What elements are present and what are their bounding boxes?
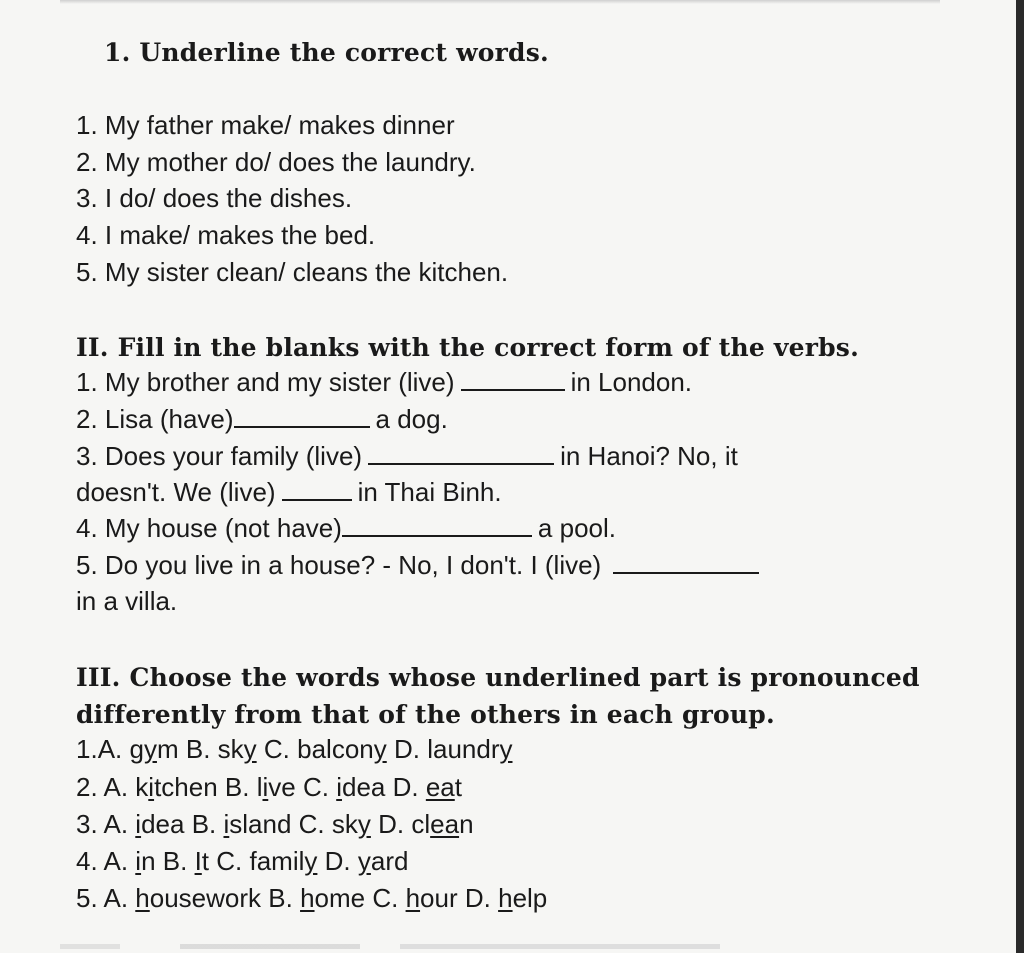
section1-item-1: 1. My father make/ makes dinner — [76, 110, 455, 140]
section1-title: 1. Underline the correct words. — [104, 38, 549, 67]
word-part: sk — [331, 809, 358, 839]
word-part: g — [129, 734, 144, 764]
option-b[interactable] — [184, 809, 291, 839]
q3-blank-1[interactable] — [368, 441, 554, 465]
q3-line2-after: in Thai Binh. — [357, 477, 502, 507]
underlined-part: h — [498, 883, 513, 913]
option-label: A. — [103, 772, 136, 802]
group-number: 5. — [76, 883, 98, 913]
q4-text-after: a pool. — [537, 513, 616, 543]
q3-blank-2[interactable] — [282, 477, 352, 501]
word-part: tchen — [154, 772, 218, 802]
option-label: A. — [103, 809, 136, 839]
section2-question-3 — [76, 441, 738, 472]
section2-question-5 — [76, 550, 765, 581]
page-bottom-smudge — [60, 944, 720, 949]
section2-question-2 — [76, 404, 448, 435]
word-part: m — [156, 734, 179, 764]
word-part: ve — [268, 772, 296, 802]
option-a[interactable] — [98, 883, 261, 913]
section2-question-3-cont — [76, 477, 502, 508]
underlined-part: y — [357, 846, 371, 876]
page-right-edge — [1016, 0, 1024, 953]
option-a[interactable] — [98, 846, 156, 876]
q3-text-after: in Hanoi? No, it — [560, 441, 738, 471]
section3-group-5 — [76, 883, 547, 914]
word-part: dea — [141, 809, 185, 839]
q1-blank[interactable] — [461, 367, 565, 391]
q1-text-before: 1. My brother and my sister (live) — [76, 367, 455, 397]
word-part: dea — [341, 772, 386, 802]
option-b[interactable] — [179, 734, 257, 764]
option-b[interactable] — [156, 846, 210, 876]
word-part: n — [141, 846, 156, 876]
section1-item-3: 3. I do/ does the dishes. — [76, 183, 353, 213]
section2-question-1 — [76, 367, 692, 398]
option-b[interactable] — [261, 883, 365, 913]
option-c[interactable] — [296, 772, 386, 802]
q4-blank[interactable] — [342, 513, 532, 537]
q3-text-before: 3. Does your family (live) — [76, 441, 363, 471]
option-label: B. — [162, 846, 195, 876]
underlined-part: y — [243, 734, 257, 764]
option-c[interactable] — [365, 883, 458, 913]
page-top-shadow — [60, 0, 940, 4]
group-number: 2. — [76, 772, 98, 802]
option-c[interactable] — [291, 809, 370, 839]
word-part: our — [420, 883, 458, 913]
section1-item-4: 4. I make/ makes the bed. — [76, 220, 376, 250]
group-number: 4. — [76, 846, 98, 876]
q2-blank[interactable] — [234, 404, 370, 428]
option-a[interactable] — [98, 734, 179, 764]
option-d[interactable] — [387, 734, 513, 764]
option-c[interactable] — [257, 734, 387, 764]
word-part: balcon — [297, 734, 374, 764]
option-label: C. — [216, 846, 250, 876]
underlined-part: i — [148, 772, 155, 802]
section2-title: II. Fill in the blanks with the correct form of the verbs. — [76, 333, 859, 362]
option-label: B. — [224, 772, 257, 802]
group-number: 3. — [76, 809, 98, 839]
q3-line2-before: doesn't. We (live) — [76, 477, 276, 507]
section1-item-2: 2. My mother do/ does the laundry. — [76, 147, 476, 177]
option-label: D. — [464, 883, 499, 913]
underlined-part: y — [499, 734, 513, 764]
option-label: A. — [97, 734, 130, 764]
word-part: ard — [370, 846, 409, 876]
option-c[interactable] — [209, 846, 317, 876]
section3-group-1 — [76, 734, 513, 765]
section3-group-4 — [76, 846, 408, 877]
option-label: D. — [392, 772, 426, 802]
section2-question-5-cont: in a villa. — [76, 586, 178, 616]
underlined-part: y — [357, 809, 371, 839]
option-label: B. — [268, 883, 301, 913]
underlined-part: i — [262, 772, 269, 802]
option-d[interactable] — [458, 883, 548, 913]
underlined-part: ea — [430, 809, 460, 839]
option-label: C. — [372, 883, 406, 913]
option-d[interactable] — [317, 846, 408, 876]
word-part: t — [201, 846, 210, 876]
option-label: C. — [302, 772, 337, 802]
option-label: D. — [393, 734, 428, 764]
word-part: t — [454, 772, 462, 802]
option-label: B. — [185, 734, 218, 764]
group-number: 1. — [76, 734, 98, 764]
option-label: C. — [298, 809, 332, 839]
underlined-part: y — [373, 734, 387, 764]
section3-title-line1: III. Choose the words whose underlined part is pronounced — [76, 663, 920, 692]
section3-group-2 — [76, 772, 462, 803]
section1-item-5: 5. My sister clean/ cleans the kitchen. — [76, 257, 509, 287]
option-label: C. — [263, 734, 298, 764]
option-label: A. — [103, 883, 136, 913]
q1-text-after: in London. — [570, 367, 693, 397]
underlined-part: i — [135, 846, 142, 876]
word-part: laundr — [427, 734, 500, 764]
option-b[interactable] — [218, 772, 296, 802]
underlined-part: y — [143, 734, 157, 764]
underlined-part: h — [135, 883, 150, 913]
option-d[interactable] — [385, 772, 462, 802]
option-label: D. — [378, 809, 412, 839]
option-label: B. — [191, 809, 224, 839]
q5-text-before: 5. Do you live in a house? - No, I don't. I (live) — [76, 550, 602, 580]
section3-group-3 — [76, 809, 474, 840]
option-a[interactable] — [98, 772, 218, 802]
option-a[interactable] — [98, 809, 185, 839]
word-part: elp — [512, 883, 548, 913]
option-label: A. — [103, 846, 136, 876]
word-part: ousework — [149, 883, 262, 913]
word-part: n — [459, 809, 474, 839]
option-label: D. — [324, 846, 358, 876]
q5-blank[interactable] — [613, 550, 759, 574]
word-part: ome — [314, 883, 366, 913]
word-part: l — [256, 772, 263, 802]
q2-text-before: 2. Lisa (have) — [76, 404, 234, 434]
underlined-part: i — [135, 809, 142, 839]
underlined-part: ea — [425, 772, 455, 802]
underlined-part: i — [223, 809, 230, 839]
underlined-part: h — [405, 883, 421, 913]
underlined-part: i — [336, 772, 342, 802]
section3-title-line2: differently from that of the others in each group. — [76, 700, 775, 729]
q2-text-after: a dog. — [375, 404, 448, 434]
section2-question-4 — [76, 513, 616, 544]
word-part: cl — [411, 809, 431, 839]
underlined-part: y — [304, 846, 318, 876]
underlined-part: I — [194, 846, 202, 876]
option-d[interactable] — [371, 809, 474, 839]
word-part: sland — [229, 809, 292, 839]
q4-text-before: 4. My house (not have) — [76, 513, 342, 543]
word-part: sk — [217, 734, 244, 764]
word-part: k — [135, 772, 149, 802]
word-part: famil — [249, 846, 305, 876]
underlined-part: h — [300, 883, 315, 913]
